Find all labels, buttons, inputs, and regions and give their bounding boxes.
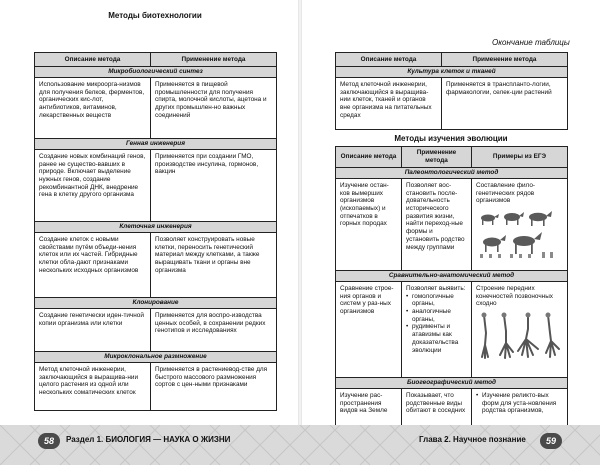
list-item: • Изучение реликто-вых форм для уста-новления родства организмов,	[476, 392, 563, 415]
table-row	[336, 389, 568, 426]
evolution-table	[335, 146, 568, 425]
left-running-head: Раздел 1. БИОЛОГИЯ — НАУКА О ЖИЗНИ	[66, 435, 231, 444]
method-description: Создание новых комбинаций генов, ранее не существо-вавших в природе. Включает выделение нужных генов, создание рекомбинантной ДНК, внедрение гена в клетку другого организма	[35, 150, 151, 222]
exam-example: Строение передних конечностей позвоночных сходно	[476, 285, 553, 308]
method-application: Применяется в пищевой промышленности для получения спирта, молочной кислоты, ацетона и других промышлен-но важных соединений	[151, 78, 277, 139]
method-description: Метод клеточной инженерии, заключающийся в выращива-нии клеток, тканей и органов вне организма на питательных средах	[336, 78, 442, 130]
footer-pattern-decoration	[0, 425, 600, 465]
method-application: Показывает, что родственные виды обитают в соседних	[402, 389, 472, 426]
exam-example-cell	[472, 179, 568, 271]
application-intro: Позволяет выявить:	[406, 285, 466, 292]
method-description: Изучение рас-пространения видов на Земле	[336, 389, 402, 426]
exam-example: Составление фило-генетических рядов организмов	[476, 182, 536, 205]
col-header-application: Применение метода	[402, 147, 472, 168]
table-row	[336, 282, 568, 378]
method-application: Применяется в растениевод-стве для быстрого массового размножения сортов с цен-ными признаками	[151, 363, 277, 411]
left-page	[0, 0, 300, 425]
method-description: Создание клеток с новыми свойствами путём объеди-нения клеток или их частей. Гибридные клетки обла-дают признаками нескольких исходных организмов	[35, 233, 151, 298]
method-application: Применяется для воспро-изводства ценных особей, в сохранении редких генотипов и исследованиях	[151, 309, 277, 352]
left-page-number: 58	[38, 433, 60, 449]
section-microbial-synthesis: Микробиологический синтез	[35, 67, 277, 78]
table-row	[336, 78, 568, 130]
method-description: Создание генетически иден-тичной копии организма или клетки	[35, 309, 151, 352]
page-footer	[0, 425, 600, 465]
section-micropropagation: Микроклональное размножение	[35, 352, 277, 363]
method-application: Применяется при создании ГМО, производстве инсулина, гормонов, вакцин	[151, 150, 277, 222]
section-row	[35, 352, 277, 363]
evolution-header-row	[336, 147, 568, 168]
biotech-table-title: Методы биотехнологии	[108, 11, 202, 20]
section-cloning: Клонирование	[35, 298, 277, 309]
section-row	[35, 139, 277, 150]
method-application: Позволяет вос-становить после-довательность исторического развития жизни, найти переход-ные формы и установить родство между группами	[402, 179, 472, 271]
cell-culture-table	[335, 52, 568, 130]
col-header-description: Описание метода	[336, 53, 442, 67]
table-row	[35, 233, 277, 298]
section-row	[35, 298, 277, 309]
section-paleontological: Палеонтологический метод	[336, 168, 568, 179]
section-row	[336, 67, 568, 78]
col-header-exam-examples: Примеры из ЕГЭ	[472, 147, 568, 168]
method-description: Метод клеточной инженерии, заключающийся в выращива-нии целого растения из одной или нескольких соматических клеток	[35, 363, 151, 411]
section-genetic-engineering: Генная инженерия	[35, 139, 277, 150]
list-item: • аналогичные органы,	[406, 308, 467, 323]
right-running-head: Глава 2. Научное познание	[419, 435, 526, 444]
col-header-application: Применение метода	[151, 53, 277, 67]
method-description: Изучение остан-ков вымерших организмов (ископаемых) и отпечатков в горных породах	[336, 179, 402, 271]
section-cell-engineering: Клеточная инженерия	[35, 222, 277, 233]
method-description: Сравнение строе-ния органов и систем у раз-ных организмов	[336, 282, 402, 378]
exam-example-cell	[472, 282, 568, 378]
list-item: • рудименты и атавизмы как доказательства эволюции	[406, 323, 467, 354]
table-row	[35, 363, 277, 411]
section-comparative-anatomy: Сравнительно-анатомический метод	[336, 271, 568, 282]
section-row	[35, 67, 277, 78]
method-application-list	[402, 282, 472, 378]
forelimb-bones-illustration	[476, 311, 562, 361]
col-header-description: Описание метода	[35, 53, 151, 67]
section-row	[35, 222, 277, 233]
list-item: • гомологичные органы,	[406, 293, 467, 308]
section-row	[336, 271, 568, 282]
table-row	[336, 179, 568, 271]
table-row	[35, 78, 277, 139]
section-cell-tissue-culture: Культура клеток и тканей	[336, 67, 568, 78]
biotech-table	[34, 52, 277, 411]
right-page	[300, 0, 600, 425]
method-application: Применяется в транспланто-логии, фармакологии, селек-ции растений	[442, 78, 568, 130]
section-row	[336, 378, 568, 389]
section-row	[336, 168, 568, 179]
cell-culture-header-row	[336, 53, 568, 67]
evolution-table-title: Методы изучения эволюции	[394, 134, 508, 143]
table-row	[35, 309, 277, 352]
method-application: Позволяет конструировать новые клетки, переносить генетический материал между клетками, а также выращивать ткани и органы вне организма	[151, 233, 277, 298]
section-biogeographical: Биогеографический метод	[336, 378, 568, 389]
method-description: Использование микроорга-низмов для получения белков, ферментов, органических кис-лот, антибиотиков, витаминов, лекарственных веществ	[35, 78, 151, 139]
biotech-header-row	[35, 53, 277, 67]
table-row	[35, 150, 277, 222]
exam-example-list	[472, 389, 568, 426]
col-header-application: Применение метода	[442, 53, 568, 67]
horse-evolution-illustration	[476, 208, 562, 260]
col-header-description: Описание метода	[336, 147, 402, 168]
right-page-number: 59	[540, 433, 562, 449]
table-continued-label: Окончание таблицы	[492, 38, 570, 47]
